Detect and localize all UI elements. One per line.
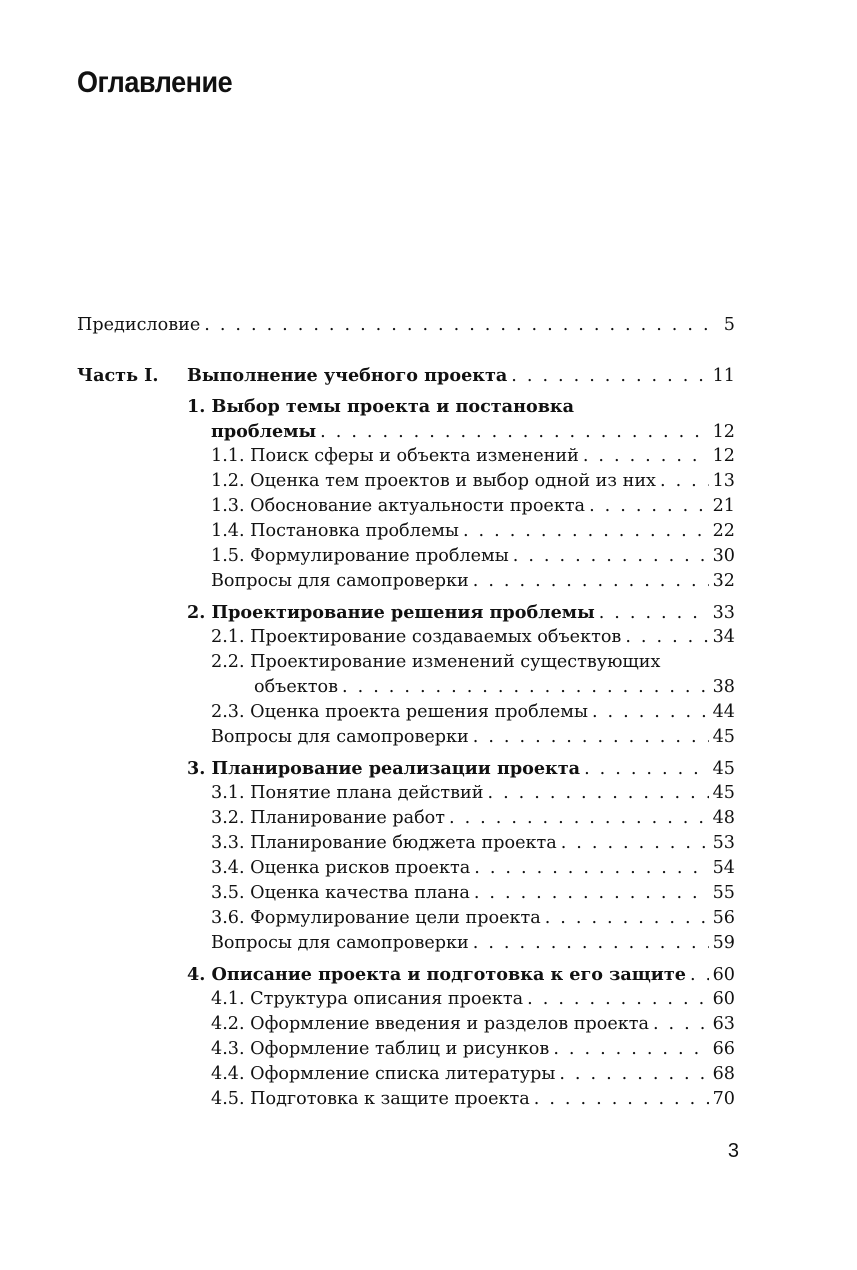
toc-leader-dots <box>545 906 709 931</box>
toc-leader-dots <box>488 781 709 806</box>
toc-entry[interactable] <box>211 569 735 594</box>
toc-chapter-1-title-line1[interactable] <box>187 394 735 419</box>
toc-leader-dots <box>599 601 709 626</box>
toc-entry-label: Вопросы для самопроверки <box>211 571 469 591</box>
toc-leader-dots <box>534 1087 709 1112</box>
toc-entry-page: 11 <box>712 366 735 386</box>
toc-entry-page: 45 <box>712 759 735 779</box>
toc-leader-dots <box>625 625 708 650</box>
toc-leader-dots <box>342 675 709 700</box>
toc-leader-dots <box>527 987 708 1012</box>
toc-entry-page: 66 <box>712 1039 735 1059</box>
toc-leader-dots <box>511 364 708 389</box>
toc-leader-dots <box>449 806 709 831</box>
toc-entry-page: 21 <box>712 496 735 516</box>
toc-entry-chapter-1[interactable] <box>211 419 735 444</box>
toc-entry-label: 4.3. Оформление таблиц и рисунков <box>211 1039 550 1059</box>
toc-entry[interactable] <box>211 1062 735 1087</box>
toc-entry-page: 45 <box>712 727 735 747</box>
toc-entry-label: 3.4. Оценка рисков проекта <box>211 858 471 878</box>
toc-entry-label: Предисловие <box>77 315 201 335</box>
toc-entry[interactable] <box>211 519 735 544</box>
toc-entry-page: 48 <box>712 808 735 828</box>
toc-entry-label: 4.5. Подготовка к защите проекта <box>211 1089 530 1109</box>
toc-entry[interactable] <box>211 881 735 906</box>
toc-entry-label: 2. Проектирование решения проблемы <box>187 602 595 623</box>
part-label: Часть I. <box>77 365 159 386</box>
toc-entry-page: 13 <box>712 471 735 491</box>
toc-entry-label: 4. Описание проекта и подготовка к его защите <box>187 964 686 985</box>
toc-entry[interactable] <box>211 856 735 881</box>
toc-entry-chapter-3[interactable] <box>187 756 735 781</box>
toc-entry-label: 3.2. Планирование работ <box>211 808 446 828</box>
toc-leader-dots <box>653 1012 709 1037</box>
toc-entry-label: 1.1. Поиск сферы и объекта изменений <box>211 446 579 466</box>
toc-entry-page: 60 <box>712 965 735 985</box>
toc-entry[interactable] <box>254 675 735 700</box>
toc-entry-page: 70 <box>712 1089 735 1109</box>
toc-entry[interactable] <box>211 725 735 750</box>
toc-leader-dots <box>592 700 709 725</box>
toc-entry-page: 12 <box>712 446 735 466</box>
toc-entry-page: 30 <box>712 546 735 566</box>
toc-entry-page: 59 <box>712 933 735 953</box>
toc-entry-line1[interactable] <box>211 650 735 675</box>
toc-entry-page: 5 <box>723 315 735 335</box>
toc-entry-page: 32 <box>712 571 735 591</box>
toc-leader-dots <box>561 831 709 856</box>
toc-entry-label: 3.3. Планирование бюджета проекта <box>211 833 557 853</box>
toc-entry-label: 1.3. Обоснование актуальности проекта <box>211 496 586 516</box>
toc-leader-dots <box>660 469 709 494</box>
toc-leader-dots <box>473 725 709 750</box>
toc-entry-label: объектов <box>254 677 339 697</box>
toc-entry-label: Вопросы для самопроверки <box>211 933 469 953</box>
toc-leader-dots <box>589 494 709 519</box>
toc-entry-page: 60 <box>712 989 735 1009</box>
toc-entry-label: 1. Выбор темы проекта и постановка <box>187 396 575 417</box>
toc-entry[interactable] <box>211 987 735 1012</box>
toc-entry-page: 44 <box>712 702 735 722</box>
toc-leader-dots <box>474 856 708 881</box>
toc-entry-preface[interactable] <box>77 313 735 338</box>
toc-entry-page: 38 <box>712 677 735 697</box>
toc-entry-label: 3.5. Оценка качества плана <box>211 883 470 903</box>
toc-entry-page: 68 <box>712 1064 735 1084</box>
toc-entry[interactable] <box>211 469 735 494</box>
toc-leader-dots <box>559 1062 708 1087</box>
toc-leader-dots <box>513 544 709 569</box>
toc-leader-dots <box>473 569 709 594</box>
toc-entry-label: 1.5. Формулирование проблемы <box>211 546 509 566</box>
toc-entry-page: 63 <box>712 1014 735 1034</box>
toc-entry-page: 34 <box>712 627 735 647</box>
toc-entry-chapter-4[interactable] <box>187 962 735 987</box>
toc-leader-dots <box>553 1037 708 1062</box>
toc-leader-dots <box>690 963 709 988</box>
toc-entry-page: 55 <box>712 883 735 903</box>
toc-entry-label: 3.6. Формулирование цели проекта <box>211 908 541 928</box>
toc-entry-label: 2.3. Оценка проекта решения проблемы <box>211 702 588 722</box>
toc-entry-page: 53 <box>712 833 735 853</box>
toc-entry-label: 3. Планирование реализации проекта <box>187 758 581 779</box>
toc-entry-page: 33 <box>712 603 735 623</box>
toc-leader-dots <box>204 313 720 338</box>
toc-entry-label: 2.1. Проектирование создаваемых объектов <box>211 627 622 647</box>
toc-entry[interactable] <box>211 1037 735 1062</box>
toc-leader-dots <box>474 881 709 906</box>
toc-entry-part-1[interactable] <box>187 363 735 388</box>
toc-entry[interactable] <box>211 544 735 569</box>
toc-entry-page: 54 <box>712 858 735 878</box>
toc-entry[interactable] <box>211 494 735 519</box>
toc-entry-page: 12 <box>712 422 735 442</box>
toc-entry[interactable] <box>211 700 735 725</box>
toc-entry-page: 56 <box>712 908 735 928</box>
toc-entry-chapter-2[interactable] <box>187 600 735 625</box>
toc-entry[interactable] <box>211 906 735 931</box>
toc-entry-label: 1.4. Постановка проблемы <box>211 521 459 541</box>
toc-entry[interactable] <box>211 1012 735 1037</box>
toc-leader-dots <box>320 420 708 445</box>
toc-leader-dots <box>463 519 709 544</box>
page-title: Оглавление <box>77 66 233 99</box>
toc-entry-label: проблемы <box>211 421 317 442</box>
toc-entry[interactable] <box>211 806 735 831</box>
toc-entry[interactable] <box>211 931 735 956</box>
toc-entry-label: 1.2. Оценка тем проектов и выбор одной из них <box>211 471 656 491</box>
toc-entry-label: 4.4. Оформление списка литературы <box>211 1064 556 1084</box>
toc-entry-page: 45 <box>712 783 735 803</box>
toc-entry-label: Вопросы для самопроверки <box>211 727 469 747</box>
toc-entry-label: Выполнение учебного проекта <box>187 365 508 386</box>
toc-entry-label: 2.2. Проектирование изменений существующих <box>211 652 661 672</box>
page-number: 3 <box>727 1140 739 1162</box>
toc-entry-label: 4.2. Оформление введения и разделов проекта <box>211 1014 649 1034</box>
toc-entry[interactable] <box>211 831 735 856</box>
toc-entry-page: 22 <box>712 521 735 541</box>
toc-leader-dots <box>583 444 709 469</box>
toc-entry-label: 4.1. Структура описания проекта <box>211 989 524 1009</box>
toc-entry-label: 3.1. Понятие плана действий <box>211 783 484 803</box>
toc-leader-dots <box>473 931 709 956</box>
toc-leader-dots <box>584 757 709 782</box>
toc-entry[interactable] <box>211 1087 735 1112</box>
toc-entry[interactable] <box>211 781 735 806</box>
toc-entry[interactable] <box>211 444 735 469</box>
toc-entry[interactable] <box>211 625 735 650</box>
